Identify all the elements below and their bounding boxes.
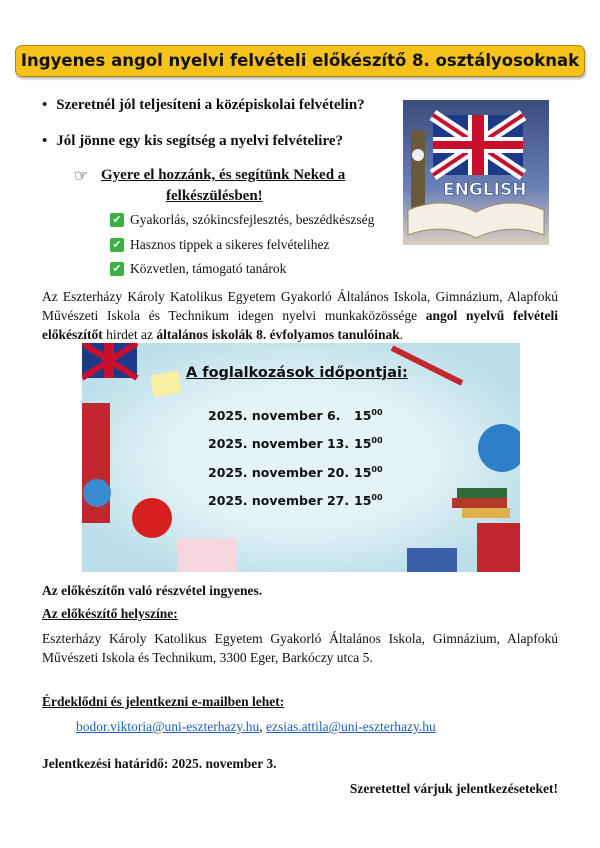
email-list: bodor.viktoria@uni-eszterhazy.hu, ezsias.attila@uni-eszterhazy.hu (76, 719, 436, 734)
intro-paragraph: Az Eszterházy Károly Katolikus Egyetem Gyakorló Általános Iskola, Gimnázium, Alapfokú Művészeti Iskola és Technikum idegen nyelvi munkaközössége angol nyelvű felvételi előkészítőt hirdet az általános iskolák 8. évfolyamos tanulóinak. (42, 289, 558, 342)
schedule-row: 2025. november 6. $15^{00}$ (208, 408, 383, 424)
venue-heading: Az előkészítő helyszíne: (42, 606, 178, 621)
check-icon: ✔ (110, 213, 124, 227)
contact-heading: Érdeklődni és jelentkezni e-mailben lehet: (42, 694, 285, 709)
email-link[interactable]: ezsias.attila@uni-eszterhazy.hu (266, 719, 436, 734)
free-note: Az előkészítőn való részvétel ingyenes. (42, 583, 263, 598)
check-item: ✔ Hasznos tippek a sikeres felvételihez (110, 237, 329, 253)
schedule-row: 2025. november 27. $15^{00}$ (208, 493, 383, 509)
schedule-row: 2025. november 13. $15^{00}$ (208, 436, 383, 452)
invite-line-2: felkészülésben! (166, 188, 263, 204)
pointing-hand-icon: ☞ (74, 168, 89, 185)
schedule-heading: A foglalkozások időpontjai: (186, 365, 408, 381)
deadline: Jelentkezési határidő: 2025. november 3. (42, 756, 277, 771)
schedule-image (82, 343, 520, 572)
check-item: ✔ Közvetlen, támogató tanárok (110, 261, 286, 277)
invite-line-1: Gyere el hozzánk, és segítünk Neked a (101, 167, 346, 183)
venue-address: Eszterházy Károly Katolikus Egyetem Gyakorló Általános Iskola, Gimnázium, Alapfokú Művészeti Iskola és Technikum, 3300 Eger, Barkóczy utca 5. (42, 631, 558, 665)
check-icon: ✔ (110, 238, 124, 252)
english-illustration (403, 100, 549, 245)
email-link[interactable]: bodor.viktoria@uni-eszterhazy.hu (76, 719, 260, 734)
check-item: ✔ Gyakorlás, szókincsfejlesztés, beszédkészség (110, 212, 374, 228)
check-icon: ✔ (110, 262, 124, 276)
page-title: Ingyenes angol nyelvi felvételi előkészítő 8. osztályosoknak (15, 45, 585, 77)
question-1: • Szeretnél jól teljesíteni a középiskolai felvételin? (42, 97, 365, 114)
closing: Szeretettel várjuk jelentkezéseteket! (349, 781, 558, 796)
english-logo-text: ENGLISH (443, 180, 527, 200)
schedule-row: 2025. november 20. $15^{00}$ (208, 465, 383, 481)
question-2: • Jól jönne egy kis segítség a nyelvi felvételire? (42, 133, 343, 150)
